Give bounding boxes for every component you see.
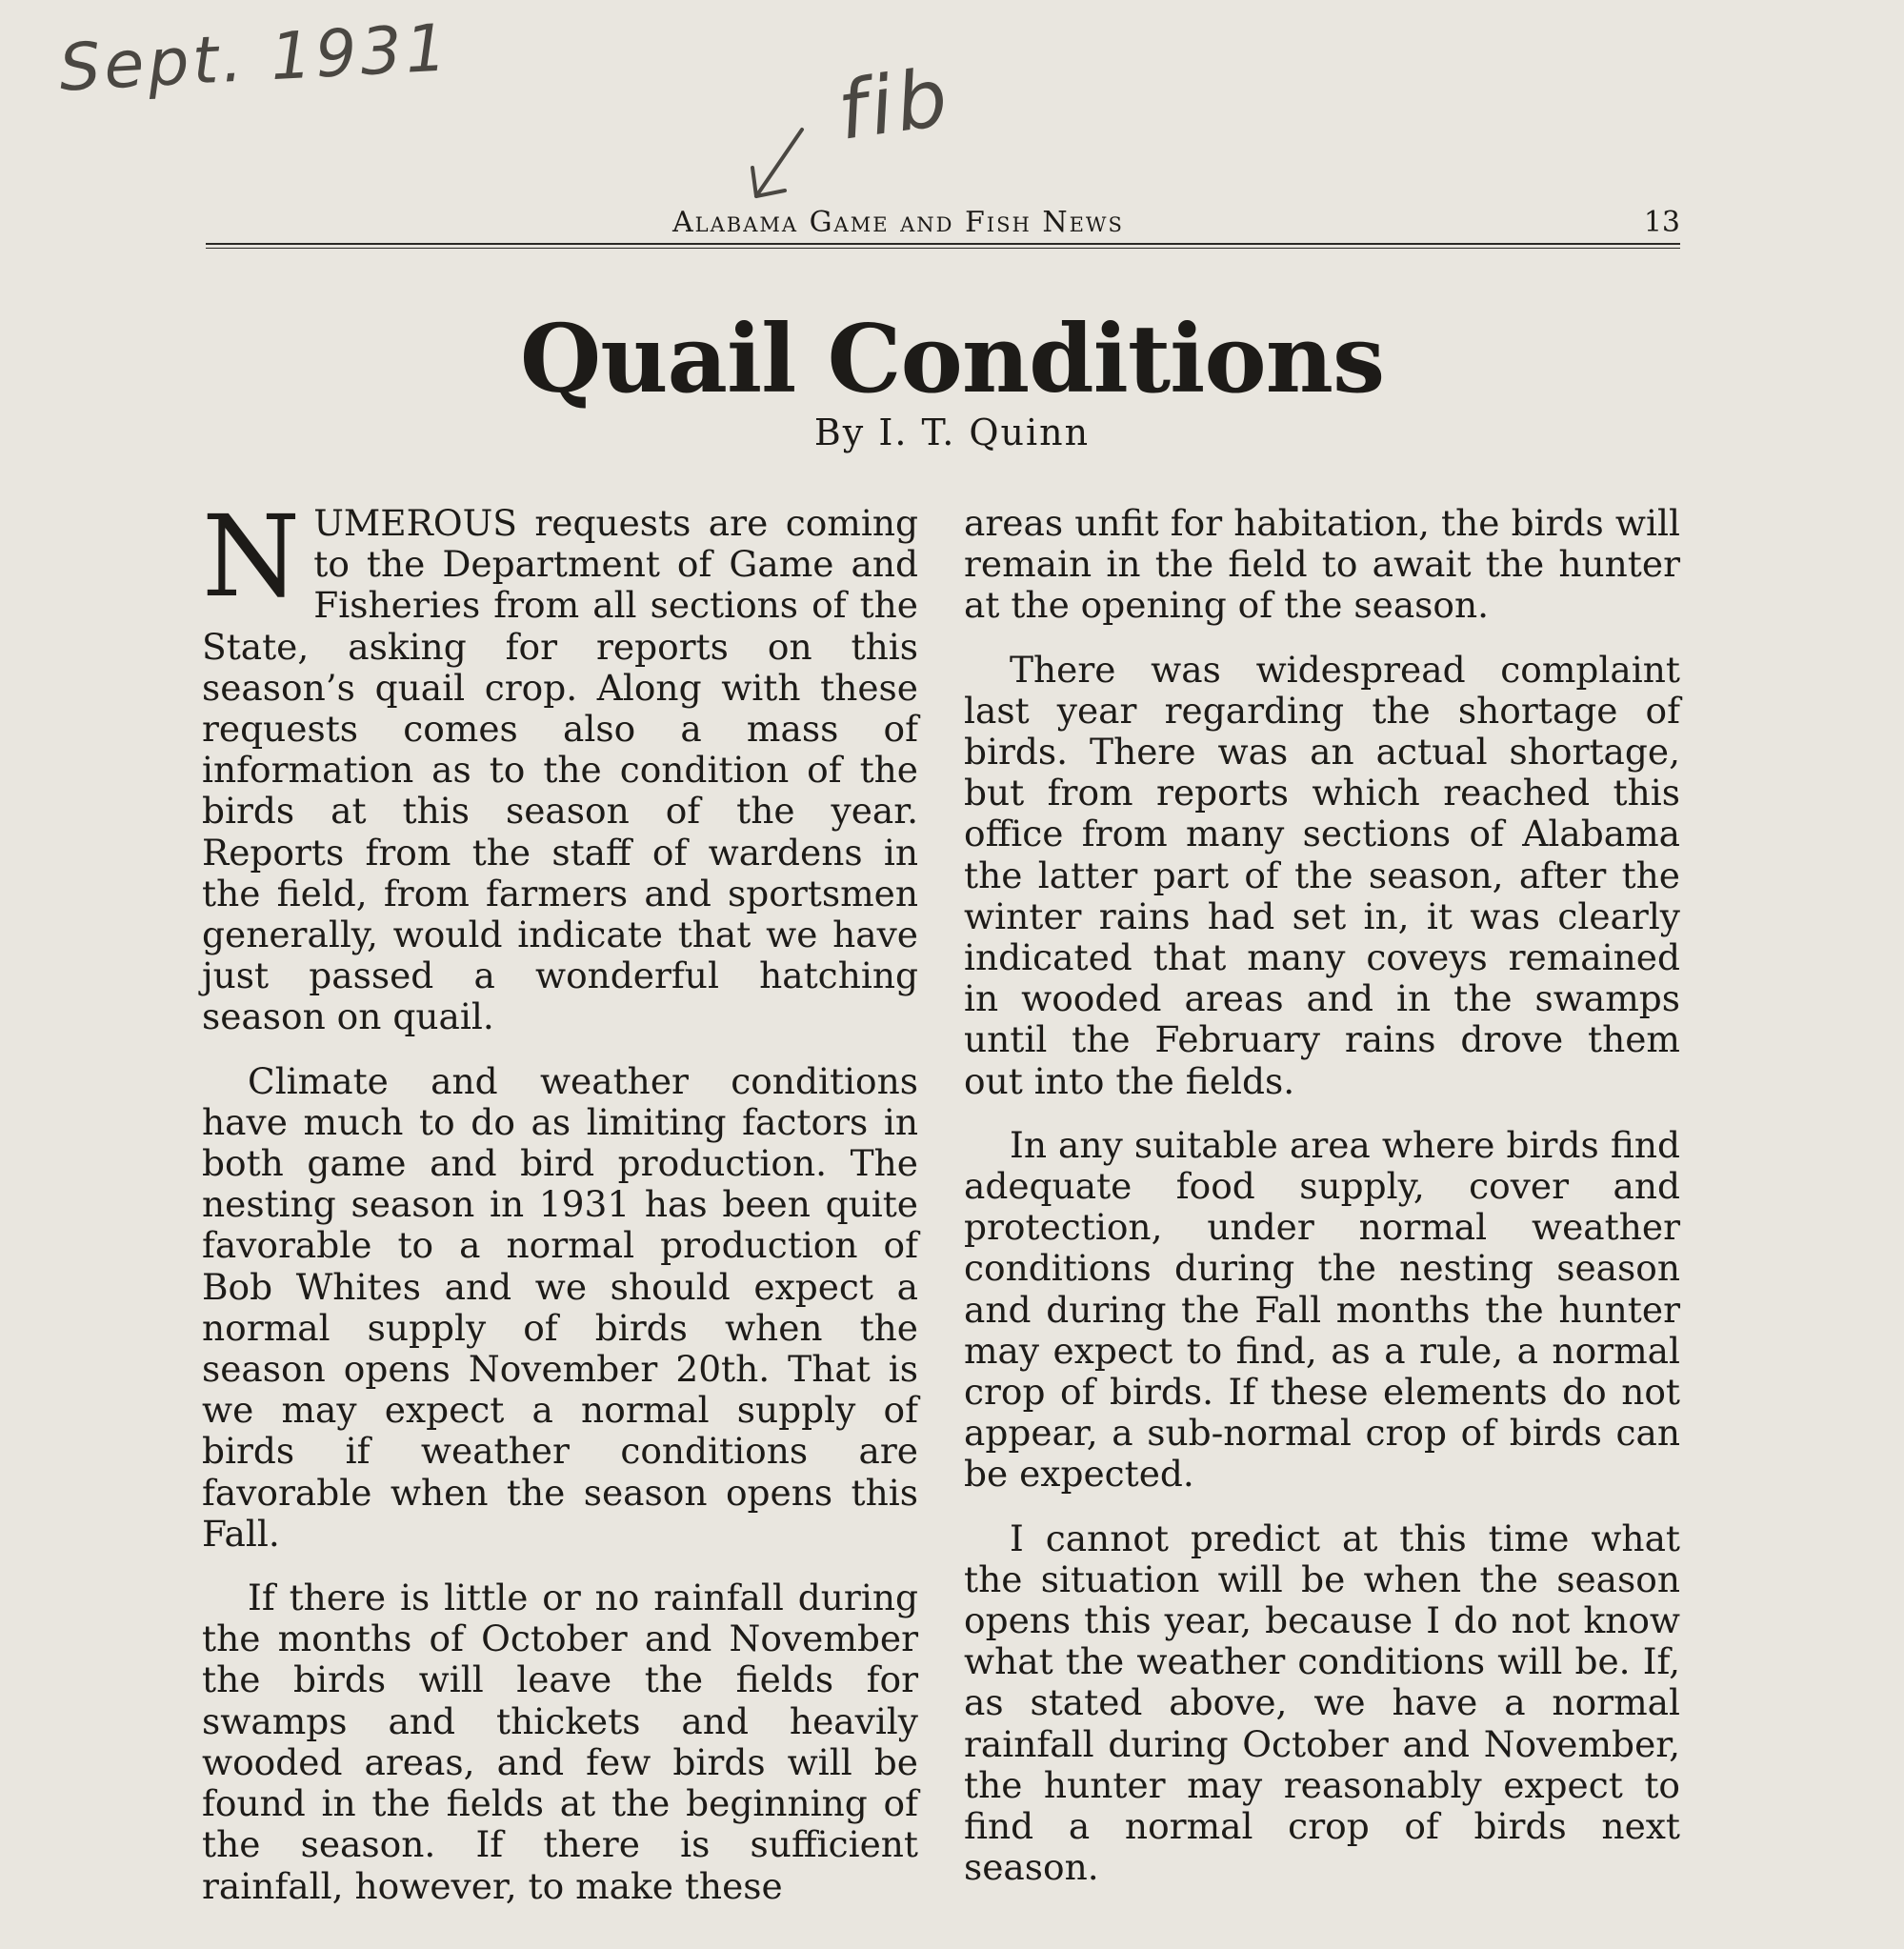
paragraph: If there is little or no rainfall during the months of October and November the birds will leave the fields for swamps and thickets and heavily wooded areas, and few birds will be found in the fields at the beginning of the season. If there is sufficient rainfall, however, to make these: [202, 1577, 918, 1907]
page-number: 13: [1643, 206, 1680, 239]
running-header: [206, 206, 1680, 248]
paragraph: areas unfit for habitation, the birds will remain in the field to await the hunter at the opening of the season.: [964, 502, 1680, 627]
handwritten-initials-note: fib: [832, 50, 957, 158]
handwritten-date-note: Sept. 1931: [57, 10, 452, 107]
paragraph: There was widespread complaint last year regarding the shortage of birds. There was an actual shortage, but from reports which reached this office from many sections of Alabama the latter part of the season, after the winter rains had set in, it was clearly indicated that many coveys remained in wooded areas and in the swamps until the February rains drove them out into the fields.: [964, 648, 1680, 1102]
publication-title: Alabama Game and Fish News: [672, 206, 1124, 239]
header-rule-secondary: [206, 248, 1680, 249]
right-column: [964, 503, 1680, 1912]
handwritten-check-arrow-icon: [743, 122, 819, 208]
paragraph: Climate and weather conditions have much to do as limiting factors in both game and bird production. The nesting season in 1931 has been quite favorable to a normal production of Bob Whites and we should expect a normal supply of birds when the season opens November 20th. That is we may expect a normal supply of birds if weather conditions are favorable when the season opens this Fall.: [202, 1059, 918, 1555]
paragraph-text: UMEROUS requests are coming to the Department of Game and Fisheries from all sections of the State, asking for reports on this season’s quail crop. Along with these requests comes also a mass of information as to the condition of the birds at this season of the year. Reports from the staff of wardens in the field, from farmers and sportsmen generally, would indicate that we have just passed a wonderful hatching season on quail.: [202, 502, 918, 1038]
paragraph: In any suitable area where birds find adequate food supply, cover and protection, under normal weather conditions during the nesting season and during the Fall months the hunter may expect to find, as a rule, a normal crop of birds. If these elements do not appear, a sub-normal crop of birds can be expected.: [964, 1123, 1680, 1496]
article-title: Quail Conditions: [519, 305, 1385, 414]
paragraph: [202, 491, 918, 1038]
paragraph: I cannot predict at this time what the situation will be when the season opens this year, because I do not know what the weather conditions will be. If, as stated above, we have a normal rainfall during October and November, the hunter may reasonably expect to find a normal crop of birds next season.: [964, 1517, 1680, 1889]
header-rule: [206, 243, 1680, 245]
drop-cap: N: [202, 491, 301, 622]
article-byline: By I. T. Quinn: [813, 412, 1091, 453]
left-column: [202, 491, 918, 1930]
